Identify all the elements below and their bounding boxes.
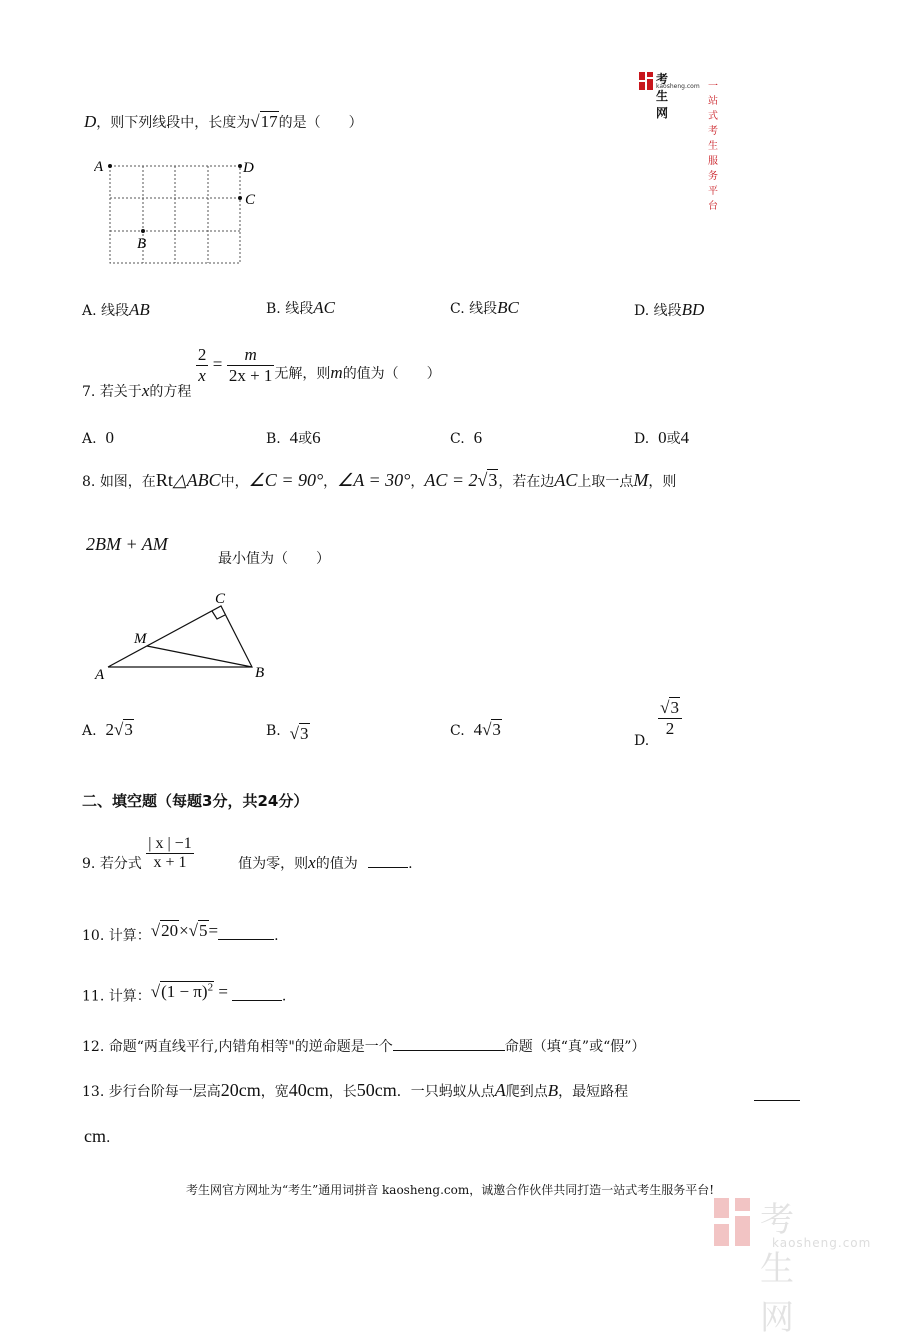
q8-expression: 2BM + AM <box>86 534 168 554</box>
q7-option-a: A. 0 <box>82 428 114 447</box>
q13-answer-blank[interactable] <box>754 1086 800 1105</box>
grid-label-a: A <box>94 159 104 175</box>
q7-option-c: C. 6 <box>450 428 483 447</box>
q6-option-a: A. 线段AB <box>82 300 150 319</box>
section-2-heading: 二、填空题（每题3分，共24分） <box>82 792 309 810</box>
q7-fraction-2: $\frac{m}{2x + 1}$ <box>228 345 273 385</box>
fig-label-c: C <box>215 591 226 607</box>
q10-answer-blank[interactable] <box>218 925 274 940</box>
q7-option-b: B. 4或6 <box>266 428 321 447</box>
q8-option-c: C. 4√3 <box>450 720 501 739</box>
q13-unit: cm. <box>84 1126 111 1146</box>
brand-logo-icon <box>639 72 653 90</box>
logo-domain: kaosheng.com <box>656 83 700 90</box>
q12-stem: 12. 命题“两直线平行,内错角相等"的逆命题是一个 命题（填“真”或“假”） <box>82 1036 645 1056</box>
q11-stem: 11. 计算：$√(1 - \pi)^2$ = . <box>82 981 287 1005</box>
q9-stem: 9. 若分式 $\frac{| x | -1}{x + 1}$ 值为零，则x的值为 . <box>82 835 413 872</box>
watermark <box>714 1198 872 1338</box>
watermark-logo-icon <box>714 1198 754 1248</box>
footer-text: 考生网官方网址为“考生”通用词拼音 kaosheng.com，诚邀合作伙伴共同打造一站式考生服务平台! <box>185 1183 715 1197</box>
q8-triangle-figure <box>90 588 280 684</box>
q7-option-d: D. 0或4 <box>634 428 690 447</box>
q6-stem: D，则下列线段中，长度为√17的是（ ） <box>84 112 363 131</box>
logo-name: 考生网 <box>656 72 669 120</box>
q8-option-b: B. √3 <box>266 723 309 743</box>
grid-label-c: C <box>245 192 256 208</box>
q6-grid-figure <box>94 154 274 266</box>
q6-option-d: D. 线段BD <box>634 300 705 319</box>
q6-option-c: C. 线段BC <box>450 298 519 317</box>
q6-option-b: B. 线段AC <box>266 298 335 317</box>
q7-stem: 7. 若关于x的方程 $\frac{2}{x}$ = $\frac{m}{2x + 1}$ 无解，则m的值为（ ） <box>82 345 441 400</box>
q8-stem-tail: 最小值为（ ） <box>218 551 330 567</box>
fig-label-b: B <box>255 665 265 681</box>
watermark-domain: kaosheng.com <box>772 1236 872 1250</box>
q13-stem: 13. 步行台阶每一层高20cm，宽40cm，长50cm．一只蚂蚁从点A爬到点B，最短路程 <box>82 1080 629 1100</box>
q8-stem: 8. 如图，在Rt△ABC中，∠C = 90°，∠A = 30°，AC = 2√3，若在边AC上取一点M，则 <box>82 470 677 490</box>
q10-stem: 10. 计算：√20×√5= . <box>82 921 279 944</box>
q9-answer-blank[interactable] <box>368 853 408 868</box>
q7-fraction-1: $\frac{2}{x}$ <box>197 345 207 385</box>
q12-answer-blank[interactable] <box>393 1036 505 1051</box>
fig-label-m: M <box>134 631 147 647</box>
watermark-text: 考生网 <box>760 1200 794 1338</box>
q8-option-a: A. 2√3 <box>82 720 133 739</box>
fig-label-a: A <box>95 667 105 683</box>
q11-answer-blank[interactable] <box>232 986 282 1001</box>
logo-slogan: 一站式考生服务平台 <box>708 81 718 212</box>
grid-label-b: B <box>137 236 147 252</box>
q8-option-d: D. $\frac{√3}{2}$ <box>634 698 682 739</box>
grid-label-d: D <box>243 160 254 176</box>
